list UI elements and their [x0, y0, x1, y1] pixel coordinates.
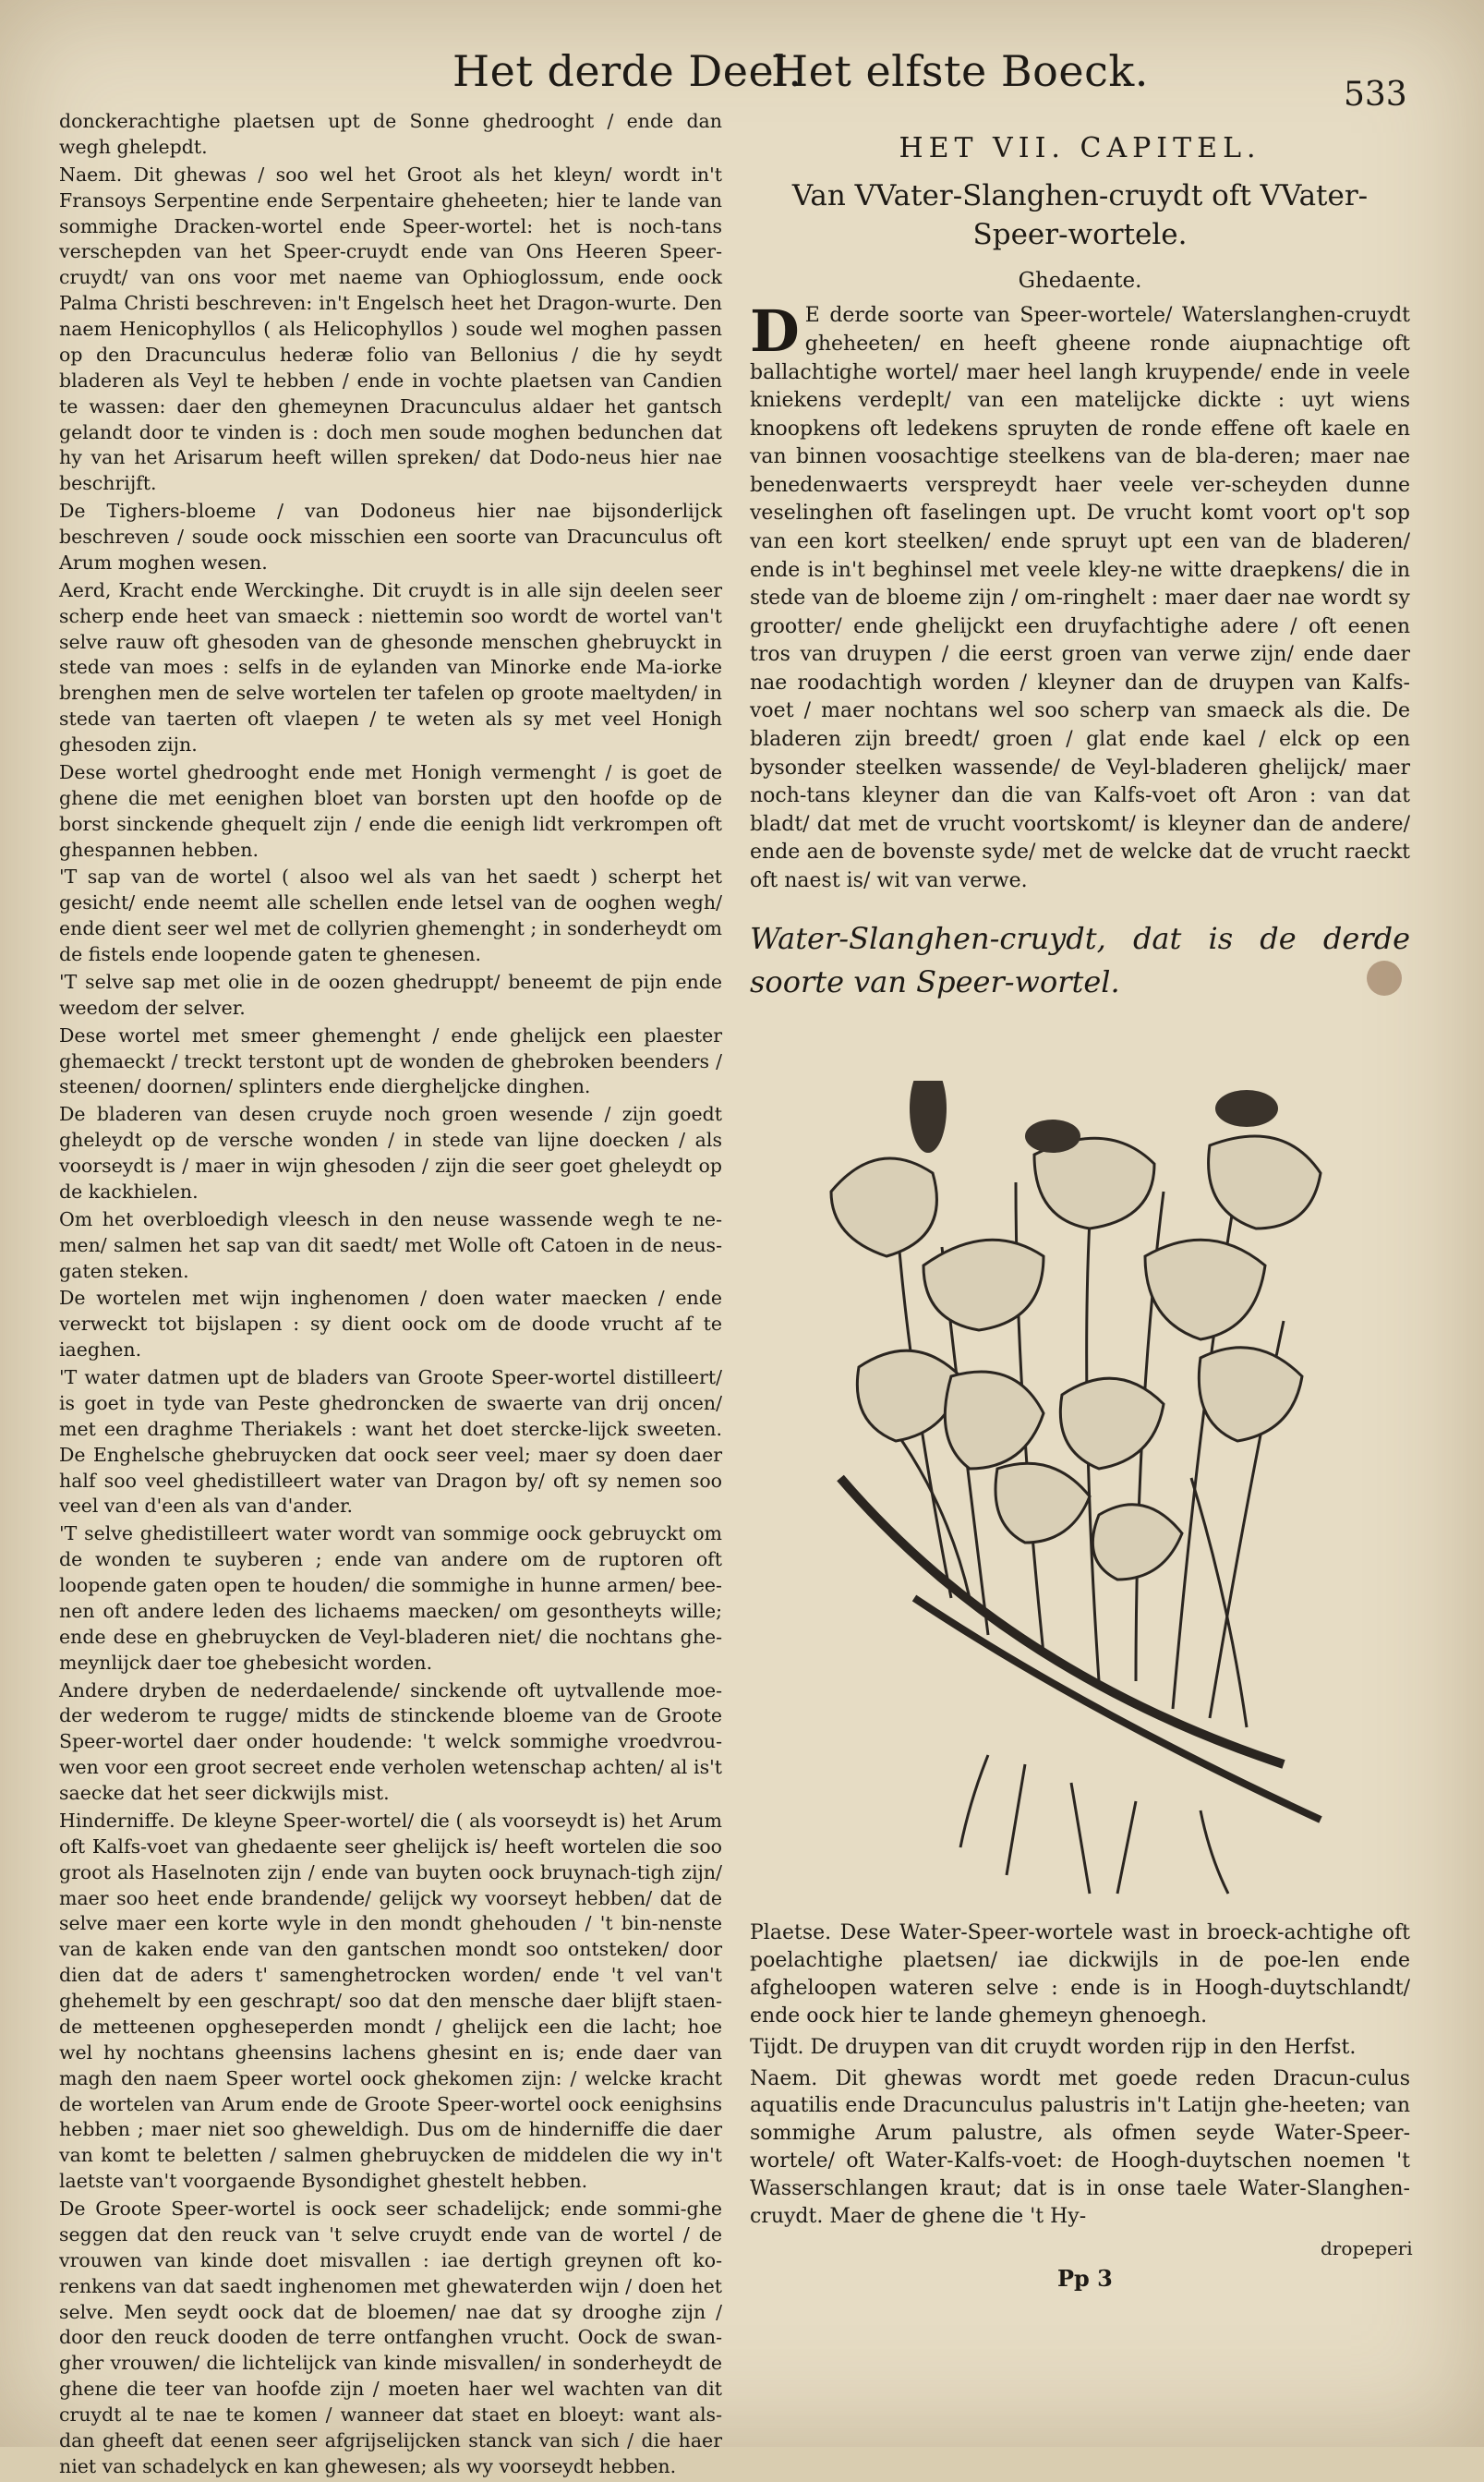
section-heading: Ghedaente. [1018, 269, 1142, 294]
signature-mark: Pp 3 [1057, 2265, 1113, 2292]
paragraph: Om het overbloedigh vleesch in den neuse wassende wegh te ne-men/ salmen het sap van dit saedt/ met Wolle oft Catoen in de neus-gaten steken. [59, 1207, 722, 1282]
paragraph: 'T selve sap met olie in de oozen ghedruppt/ beneemt de pijn ende weedom der selver. [59, 970, 722, 1019]
header-part: Het derde Deel. [452, 46, 802, 96]
paragraph: Andere dryben de nederdaelende/ sinckende oft uytvallende moe-der wederom te rugge/ midts de stinckende bloeme van de Groote Speer-wortel daer onder houdende: 't welck sommighe vroedvrou-wen voor een groot secreet ende verholen wetenschap achten/ al is't saecke dat het seer dickwijls mist. [59, 1678, 722, 1804]
paragraph: Dese wortel ghedrooght ende met Honigh vermenght / is goet de ghene die met eenighen bloet van borsten upt den hoofde op de borst sinckende ghequelt zijn / ende die eenigh lidt verkrompen oft ghespannen hebben. [59, 760, 722, 861]
chapter-subtitle-line: Van VVater-Slanghen-cruydt oft VVater- [791, 178, 1369, 212]
chapter-subtitle-line: Speer-wortele. [972, 217, 1188, 251]
paragraph: Hinderniffe. De kleyne Speer-wortel/ die ( als voorseydt is) het Arum oft Kalfs-voet van ghedaente seer ghelijck is/ heeft wortelen die soo groot als Haselnoten zijn / ende van buyten oock bruynach-tigh zijn/ maer soo heet ende brandende/ gelijck wy voorseyt hebben/ dat de selve maer een korte wyle in den mondt ghehouden / 't bin-nenste van de kaken ende van den gantschen mondt soo ontsteken/ door dien dat de aders t' samenghetrocken worden/ ende 't vel van't ghehemelt by een geschrapt/ soo dat den mensche daer blijft staen-de metteenen opgheseperden mondt / ghelijck een die lacht; hoe wel hy nochtans gheensins lachens ghesint en is; ende daer van magh den naem Speer wortel oock ghekomen zijn: / welcke kracht de wortelen van Arum ende de Groote Speer-wortel oock eenighsins hebben ; maer niet soo gheweldigh. Dus om de hinderniffe die daer van komt te beletten / salmen ghebruycken de middelen die wy in't laetste van't voorgaende Bysondighet ghestelt hebben. [59, 1809, 722, 2193]
figure-caption: Water-Slanghen-cruydt, dat is de derde soorte van Speer-wortel. [750, 921, 1410, 999]
page-number: 533 [1344, 76, 1407, 114]
right-column [750, 129, 1410, 1003]
paragraph: De bladeren van desen cruyde noch groen wesende / zijn goedt gheleydt op de versche wonden / in stede van lijne doecken / als voorseydt is / maer in wijn ghesoden / zijn die seer goet gheleydt op de kackhielen. [59, 1103, 722, 1203]
plant-woodcut-illustration [803, 1081, 1357, 1903]
paragraph: De Tighers-bloeme / van Dodoneus hier nae bijsonderlijck beschreven / soude oock misschien een soorte van Dracunculus oft Arum moghen wesen. [59, 500, 722, 574]
paragraph: 'T selve ghedistilleert water wordt van sommige oock gebruyckt om de wonden te suyberen ; ende van andere om de ruptoren oft loopende gaten open te houden/ die sommighe in hunne armen/ bee-nen oft andere leden des lichaems maecken/ om gesontheyts wille; ende dese en ghebruycken de Veyl-bladeren niet/ die nochtans ghe-meynlijck daer toe ghebesicht worden. [59, 1522, 722, 1674]
chapter-title: HET VII. CAPITEL. [899, 132, 1261, 164]
left-column [59, 109, 722, 2482]
paragraph: 'T water datmen upt de bladers van Groote Speer-wortel distilleert/ is goet in tyde van Peste ghedroncken de swaerte van drij oncen/ met een draghme Theriakels : want het doet stercke-lijck sweeten. De Enghelsche ghebruycken dat oock seer veel; maer sy doen daer half soo veel ghedistilleert water van Dragon by/ oft sy nemen soo veel van d'een als van d'ander. [59, 1366, 722, 1518]
catchword: dropeperi [1321, 2237, 1413, 2259]
chapter-body-text: E derde soorte van Speer-wortele/ Waterslanghen-cruydt gheheeten/ en heeft gheene ronde aiupnachtige oft ballachtighe wortel/ maer heel langh kruypende/ ende in veele kniekens verdeplt/ van een matelijcke dickte : uyt wiens knoopkens oft ledekens spruyten de ronde effene oft kaele en van binnen voosachtige steelkens van de bla-deren; maer nae benedenwaerts verspreydt haer veele ver-scheyden dunne veselinghen oft faselingen upt. De vrucht komt voort op't sop van een kort steelken/ ende spruyt upt een van de bladeren/ ende is in't beghinsel met veele kley-ne witte draepkens/ die in stede van de bloeme zijn / om-ringhelt : maer daer nae wordt sy grootter/ ende ghelijckt een druyfachtighe adere / oft eenen tros van druypen / die eerst groen van verwe zijn/ ende daer nae roodachtigh worden / kleyner dan de druypen van Kalfs-voet / maer nochtans wel soo scherp van smaeck als die. De bladeren zijn breedt/ groen / glat ende kael / elck op een bysonder steelken wassende/ de Veyl-bladeren ghelijck/ maer noch-tans kleyner dan die van Kalfs-voet oft Aron : van dat bladt/ dat met de vrucht voortskomt/ is kleyner dan de andere/ ende aen de bovenste syde/ met de welcke dat de vrucht raeckt oft naest is/ wit van verwe. [750, 304, 1410, 892]
paragraph: donckerachtighe plaetsen upt de Sonne ghedrooght / ende dan wegh ghelepdt. [59, 110, 722, 158]
header-book: Het elfste Boeck. [771, 46, 1149, 96]
paragraph: Plaetse. Dese Water-Speer-wortele wast in broeck-achtighe oft poelachtighe plaetsen/ iae dickwijls in de poe-len ende afgheloopen wateren selve : ende is in Hoogh-duytschlandt/ ende oock hier te lande ghemeyn ghenoegh. [750, 1921, 1410, 2028]
chapter-body [750, 297, 1410, 895]
running-header [443, 46, 1459, 114]
paragraph: De Groote Speer-wortel is oock seer schadelijck; ende sommi-ghe seggen dat den reuck van 't selve cruydt ende van de wortel / de vrouwen van kinde doet misvallen : iae dertigh greynen oft ko-renkens van dat saedt inghenomen met ghewaterden wijn / doen het selve. Men seydt oock dat de bloemen/ nae dat sy drooghe zijn / door den reuck dooden de terre ontfanghen vrucht. Oock de swan-gher vrouwen/ die lichtelijck van kinde misvallen/ in sonderheydt de ghene die teer van hoofde zijn / moeten haer wel wachten van dit cruydt al te nae te komen / wanneer dat staet en bloeyt: want als-dan gheeft dat eenen seer afgrijselijcken stanck van sich / die haer niet van schadelyck en kan ghewesen; als wy voorseydt hebben. [59, 2197, 722, 2477]
paragraph: De wortelen met wijn inghenomen / doen water maecken / ende verweckt tot bijslapen : sy dient oock om de doode vrucht af te iaeghen. [59, 1287, 722, 1362]
paragraph: Tijdt. De druypen van dit cruydt worden rijp in den Herfst. [750, 2035, 1357, 2059]
paragraph: Naem. Dit ghewas / soo wel het Groot als het kleyn/ wordt in't Fransoys Serpentine ende Serpentaire gheheeten; hier te lande van sommighe Dracken-wortel ende Speer-wortel: het is noch-tans verschepden van het Speer-cruydt ende van Ons Heeren Speer-cruydt/ van ons voor met naeme van Ophioglossum, ende oock Palma Christi beschreven: in't Engelsch heet het Dragon-wurte. Den naem Henicophyllos ( als Helicophyllos ) soude wel moghen passen op den Dracunculus hederæ folio van Bellonius / die hy seydt bladeren als Veyl te hebben / ende in vochte plaetsen van Candien te wassen: daer den ghemeynen Dracunculus aldaer het gantsch gelandt door te vinden is : doch men soude moghen bedunchen dat hy van het Arisarum heeft willen spreken/ dat Dodo-neus hier nae beschrijft. [59, 163, 722, 495]
right-column-lower [750, 1919, 1410, 2234]
chapter-subtitle [750, 177, 1410, 255]
paragraph: 'T sap van de wortel ( alsoo wel als van het saedt ) scherpt het gesicht/ ende neemt alle schellen ende letsel van de ooghen wegh/ ende dient seer wel met de collyrien ghemenght ; in sonderheydt om de fistels ende loopende gaten te ghenesen. [59, 866, 722, 965]
paragraph: Naem. Dit ghewas wordt met goede reden Dracun-culus aquatilis ende Dracunculus palustris in't Latijn ghe-heeten; van sommighe Arum palustre, als ofmen seyde Water-Speer-wortele/ oft Water-Kalfs-voet: de Hoogh-duytschen noemen 't Wasserschlangen kraut; dat is in onse taele Water-Slanghen-cruydt. Maer de ghene die 't Hy- [750, 2066, 1410, 2229]
paragraph: Aerd, Kracht ende Werckinghe. Dit cruydt is in alle sijn deelen seer scherp ende heet van smaeck : niettemin soo wordt de wortel van't selve rauw oft ghesoden van de ghesonde menschen ghebruyckt in stede van moes : selfs in de eylanden van Minorke ende Ma-iorke brenghen men de selve wortelen ter tafelen op groote maeltyden/ in stede van taerten oft vlaepen / te weten als sy met veel Honigh ghesoden zijn. [59, 578, 722, 756]
paragraph: Dese wortel met smeer ghemenght / ende ghelijck een plaester ghemaeckt / treckt terstont upt de wonden de ghebroken beenders / steenen/ doornen/ splinters ende diergheljcke dinghen. [59, 1023, 722, 1098]
drop-cap: D [750, 297, 800, 366]
